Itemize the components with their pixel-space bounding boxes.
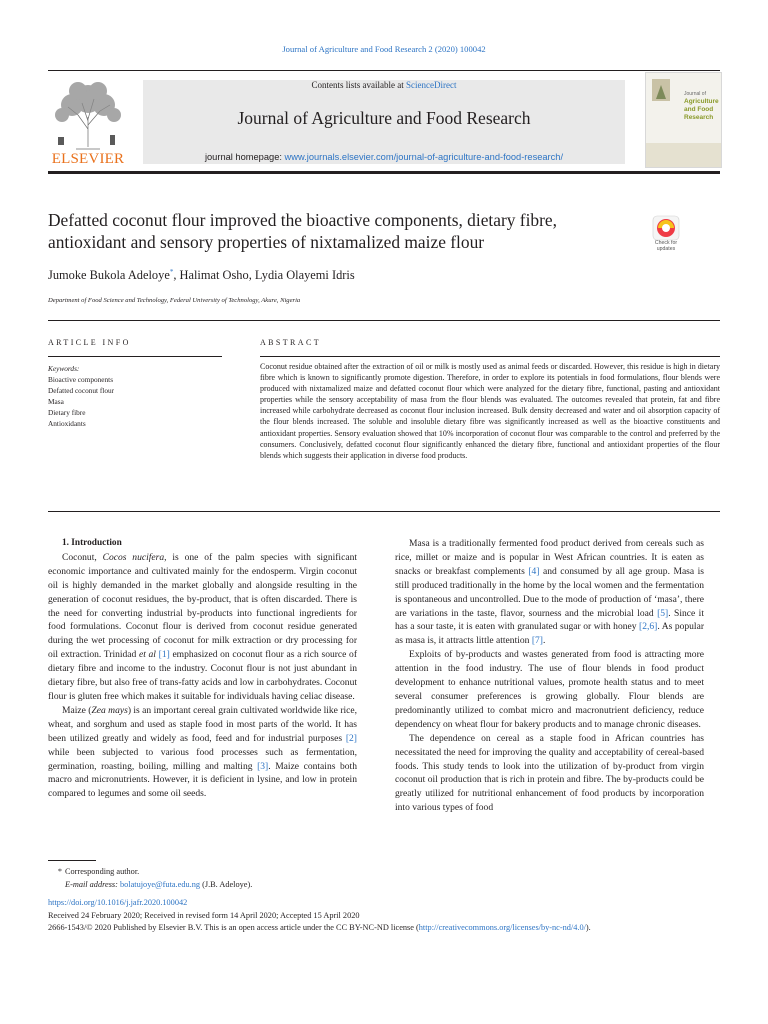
journal-title: Journal of Agriculture and Food Research: [237, 108, 531, 128]
top-rule: [48, 70, 720, 71]
section-heading-introduction: 1. Introduction: [62, 538, 122, 548]
affiliation: Department of Food Science and Technology, Federal University of Technology, Akure, Nigeria: [48, 297, 301, 304]
text-run: Coconut,: [62, 551, 103, 563]
check-for-updates-badge[interactable]: [645, 215, 687, 259]
license-line: [48, 923, 728, 932]
abstract-heading: ABSTRACT: [260, 338, 321, 347]
paragraph-masa: [395, 537, 704, 648]
cover-art-icon: [646, 73, 721, 167]
contents-prefix: Contents lists available at: [311, 80, 406, 90]
article-info-rule: [48, 356, 222, 357]
text-run: while been subjected to various food processes such as fermentation, germination, roasting, boiling, milling and malting: [48, 746, 357, 772]
abstract-bottom-rule: [48, 511, 720, 512]
email-label: E-mail address:: [65, 880, 120, 889]
et-al: et al: [138, 649, 156, 661]
license-end: ).: [585, 923, 591, 932]
footnote-rule: [48, 860, 96, 861]
journal-homepage: [143, 152, 625, 162]
text-run: Masa is a traditionally fermented food product derived from cereals such as rice, millet or maize and is popular in West African countries. It is eaten as snacks or breakfast complements: [395, 538, 704, 577]
body-column-left: [48, 537, 357, 801]
homepage-label: journal homepage:: [204, 152, 285, 162]
text-run: . As popular as masa is, it attracts little attention: [395, 621, 704, 647]
text-run: .: [542, 635, 546, 647]
text-run: Maize (: [62, 704, 92, 716]
crossmark-line-1: Check for: [654, 240, 678, 246]
license-text: 2666-1543/© 2020 Published by Elsevier B.V. This is an open access article under the CC BY-NC-ND license (: [48, 923, 419, 932]
crossmark-line-2: updates: [656, 246, 676, 252]
abstract-text: Coconut residue obtained after the extraction of oil or milk is mostly used as animal feeds or discarded. However, this residue is high in dietary fibre which is known to significantly promote digestion. Therefore, in order to explore its potentials in food formulations, flour blends were produced with nixtamalized maize and defatted coconut flour which were analyzed for the dietary fibre, functional, pasting and antioxidant properties while the sensory acceptability of masa from the flour blends was evaluated. The outcomes revealed that protein, fat and fibre increased while carbohydrate decreased as coconut flour inclusion increased. Bulk density decreased and water and oil absorption capacity of the flour blends increased. The soluble and insoluble dietary fibre was significantly increased as well as the bioactive constituents and antioxidant properties. Sensory evaluation showed that 10% incorporation of coconut flour was comparable to the control and preferred by the consumers. Conclusively, defatted coconut flour significantly enhanced the dietary fibre, functional and antioxidant properties of the flour blends which suggests their application in diverse food products.: [260, 362, 720, 460]
text-run: , is one of the palm species with significant economic importance and cultivated mainly for the endosperm. Virgin coconut oil is highly demanded in the market globally and alongside resulting in the generation of coconut residues, the by-product, that is often discarded. There is the need for converting industrial by-products into functional ingredients for food formulations. Coconut flour is derived from coconut residue generated during the wet processing of coconut for milk extraction or dry processing for oil extraction. Trinidad: [48, 551, 357, 661]
email-note: [65, 878, 252, 891]
paragraph-by-products: Exploits of by-products and wastes generated from food is attracting more attention in the food industry. The use of flour blends in food product development to enhance nutritional values, promote health status and to meet several consumer preferences is growing globally. Flour blends are predominantly utilized to combat micro and macronutrient deficiency, reduce dependency on wheat flour for bakery products and to manage chronic diseases.: [395, 649, 704, 730]
citation-link[interactable]: [2,6]: [639, 621, 658, 633]
text-run: ) is an important cereal grain cultivated worldwide like rice, wheat, and sorghum and used as staple food in most parts of the world. It has been utilized greatly and widely as food, feed and for industrial purposes: [48, 704, 358, 744]
contents-line: [143, 80, 625, 90]
keywords-label: Keywords:: [48, 364, 80, 373]
paragraph-coconut: [48, 551, 357, 704]
other-authors: , Halimat Osho, Lydia Olayemi Idris: [173, 268, 355, 283]
license-link[interactable]: http://creativecommons.org/licenses/by-nc-nd/4.0/: [418, 923, 586, 932]
author-adeloye[interactable]: Jumoke Bukola Adeloye: [48, 268, 170, 283]
citation-link[interactable]: [3]: [257, 760, 269, 772]
corresponding-author-note: [48, 865, 139, 878]
citation-link[interactable]: [1]: [158, 649, 170, 661]
received-dates: Received 24 February 2020; Received in revised form 14 April 2020; Accepted 15 April 2020: [48, 911, 360, 920]
keyword-item: Bioactive components: [48, 375, 114, 384]
elsevier-tree-icon: [48, 77, 128, 151]
keyword-item: Defatted coconut flour: [48, 386, 115, 395]
cover-line-3: and Food: [684, 106, 714, 113]
citation-link[interactable]: [2]: [345, 732, 357, 744]
keyword-item: Masa: [48, 397, 64, 406]
crossmark-icon: [645, 215, 687, 241]
corresponding-author-mark[interactable]: *: [169, 268, 174, 276]
keyword-item: Dietary fibre: [48, 408, 86, 417]
sciencedirect-link[interactable]: ScienceDirect: [406, 80, 457, 90]
citation-link[interactable]: [5]: [657, 607, 669, 619]
paragraph-maize: [48, 704, 357, 801]
doi-link[interactable]: https://doi.org/10.1016/j.jafr.2020.100042: [48, 898, 188, 907]
species-name: Zea mays: [91, 704, 128, 716]
journal-cover[interactable]: [645, 72, 722, 168]
keyword-item: Antioxidants: [48, 419, 86, 428]
cover-line-2: Agriculture: [684, 98, 719, 105]
text-run: and consumed by all age group. Masa is still produced traditionally in the home by the local women and the fermentation is spontaneous and uncontrolled. Due to the mode of production of ‘masa’, there are variations in the taste, flavor, sourness and the microbial load: [395, 565, 705, 619]
article-title: Defatted coconut flour improved the bioactive components, dietary fibre, antioxidant and sensory properties of nixtamalized maize flour: [48, 210, 557, 252]
publisher-wordmark[interactable]: ELSEVIER: [51, 151, 125, 167]
article-info-heading: ARTICLE INFO: [48, 338, 131, 347]
citation-link[interactable]: [7]: [531, 635, 543, 647]
citation-link[interactable]: [4]: [528, 565, 540, 577]
keywords-block: [48, 363, 222, 429]
text-run: . Since it has a sour taste, it is eaten with granulated sugar or with honey: [395, 607, 704, 633]
section-rule: [48, 320, 720, 321]
body-column-right: [395, 537, 704, 815]
homepage-link[interactable]: www.journals.elsevier.com/journal-of-agriculture-and-food-research/: [284, 152, 564, 162]
abstract-rule: [260, 356, 720, 357]
cover-line-4: Research: [684, 114, 714, 121]
email-suffix: (J.B. Adeloye).: [200, 880, 253, 889]
author-list: [48, 268, 355, 283]
running-head[interactable]: Journal of Agriculture and Food Research 2 (2020) 100042: [282, 44, 486, 54]
crossmark-label: [645, 240, 687, 252]
text-run: . Maize contains both macro and micronutrients. However, it is deficient in lysine, and low in protein compared to legumes and some oil seeds.: [48, 760, 357, 800]
text-run: emphasized on coconut flour as a rich source of dietary fibre and income to the industry. Coconut flour is not just abundant in dietary fibre, but also free of trans-fatty acids and low in carbohydrates. Coconut flour is gluten free which makes it suitable for individuals having celiac disease.: [48, 649, 358, 702]
species-name: Cocos nucifera: [102, 551, 165, 563]
paragraph-cereal-dependence: The dependence on cereal as a staple food in African countries has necessitated the need for improving the quality and acceptability of cereal-based foods. This study tends to look into the utilization of by-product from virgin coconut oil production that is rich in protein and fibre. The by-products could be greatly utilized for nutritional enhancement of food products by incorporation into various types of food: [395, 732, 704, 814]
corresponding-text: Corresponding author.: [65, 867, 140, 876]
footnote-mark: *: [57, 867, 62, 876]
email-link[interactable]: bolatujoye@futa.edu.ng: [120, 880, 200, 889]
masthead-rule: [48, 171, 720, 174]
cover-line-1: Journal of: [684, 91, 706, 97]
